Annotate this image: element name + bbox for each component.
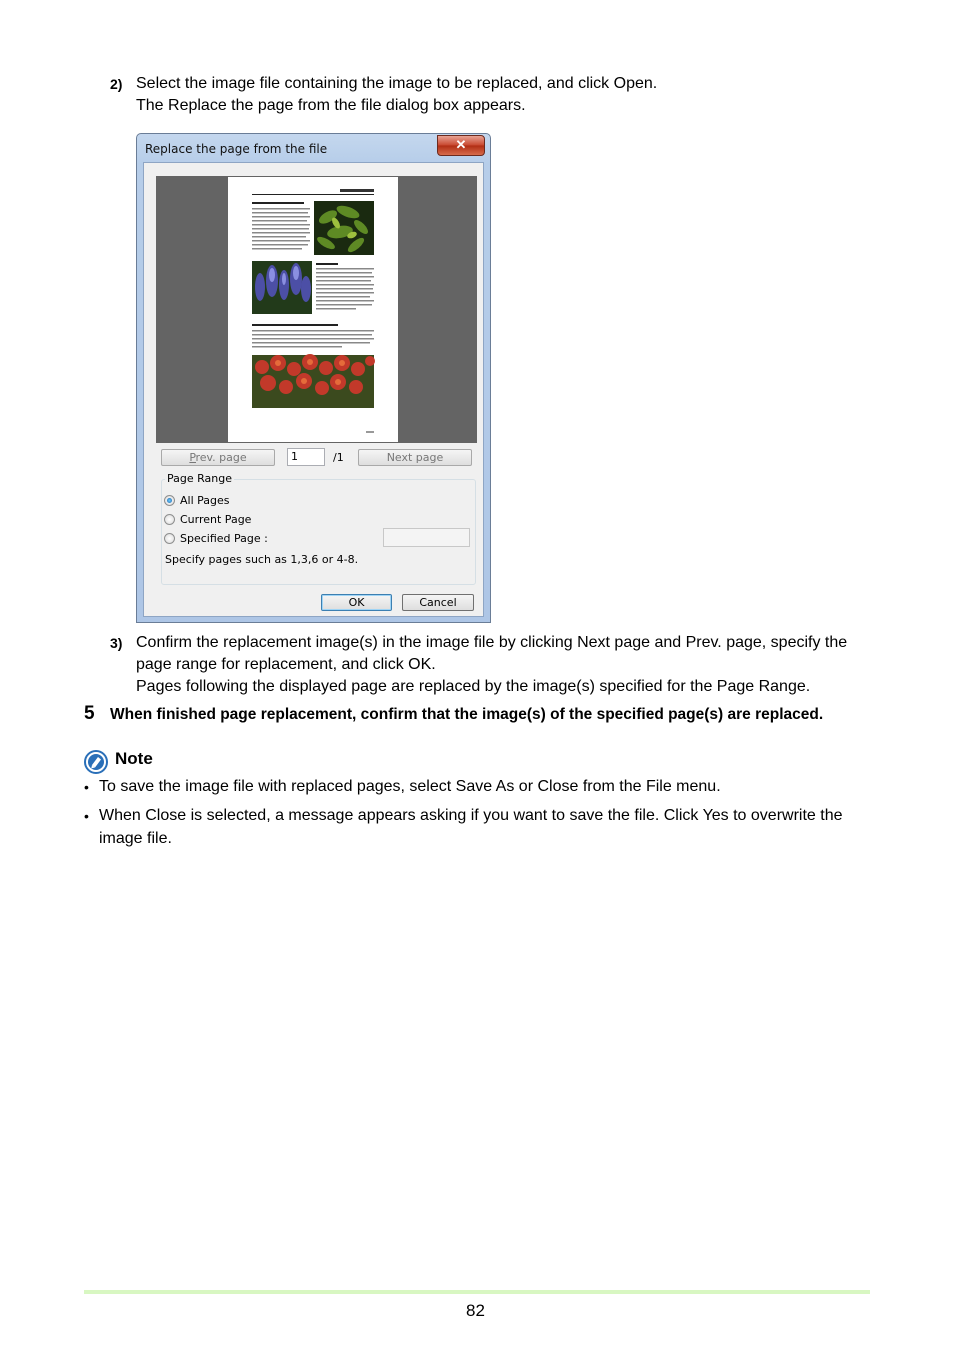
close-icon[interactable]: ✕ <box>437 135 485 156</box>
radio-current-page-indicator[interactable] <box>164 514 175 525</box>
note-item-1: To save the image file with replaced pages, select Save As or Close from the File menu. <box>99 778 721 795</box>
step-2-number: 2) <box>110 76 123 92</box>
step-3-line-3: Pages following the displayed page are replaced by the image(s) specified for the Page Range. <box>136 678 811 695</box>
step-3-number: 3) <box>110 635 123 651</box>
note-title: Note <box>115 749 153 768</box>
step-2-line-2: The Replace the page from the file dialog box appears. <box>136 97 526 114</box>
page-range-label: Page Range <box>167 472 232 485</box>
specified-page-input[interactable] <box>383 528 470 547</box>
prev-page-label: rev. page <box>195 451 247 464</box>
note-bullet-2: • <box>84 808 89 824</box>
page-number-input[interactable]: 1 <box>287 448 325 466</box>
note-item-2-line-2: image file. <box>99 830 172 847</box>
prev-page-button[interactable]: Prev. page <box>161 449 275 466</box>
note-item-2-line-1: When Close is selected, a message appears asking if you want to save the file. Click Yes to overwrite the <box>99 807 843 824</box>
step-5-text: When finished page replacement, confirm that the image(s) of the specified page(s) are replaced. <box>110 706 824 723</box>
page-number: 82 <box>466 1301 485 1320</box>
dialog-title: Replace the page from the file <box>145 142 328 156</box>
step-2-line-1: Select the image file containing the image to be replaced, and click Open. <box>136 75 658 92</box>
step-3-line-2: page range for replacement, and click OK. <box>136 656 436 673</box>
page-range-group <box>161 472 476 585</box>
footer-divider <box>84 1290 870 1294</box>
preview-page-graphic <box>228 177 398 442</box>
next-page-button[interactable]: Next page <box>358 449 472 466</box>
radio-specified-page-indicator[interactable] <box>164 533 175 544</box>
radio-specified-page-label: Specified Page : <box>180 532 268 545</box>
page-total-label: /1 <box>333 451 344 464</box>
replace-page-dialog <box>136 133 491 623</box>
note-bullet-1: • <box>84 779 89 795</box>
dialog-body <box>143 162 484 617</box>
preview-page-thumbnail <box>228 177 398 442</box>
radio-current-page-label: Current Page <box>180 513 252 526</box>
radio-all-pages-label: All Pages <box>180 494 230 507</box>
step-5-number: 5 <box>84 703 95 724</box>
radio-all-pages-indicator[interactable] <box>164 495 175 506</box>
page-preview <box>156 176 477 443</box>
note-icon <box>84 750 108 774</box>
ok-button[interactable]: OK <box>321 594 392 611</box>
step-3-line-1: Confirm the replacement image(s) in the image file by clicking Next page and Prev. page, specify the <box>136 634 848 651</box>
page-range-hint: Specify pages such as 1,3,6 or 4-8. <box>165 553 359 566</box>
cancel-button[interactable]: Cancel <box>402 594 474 611</box>
